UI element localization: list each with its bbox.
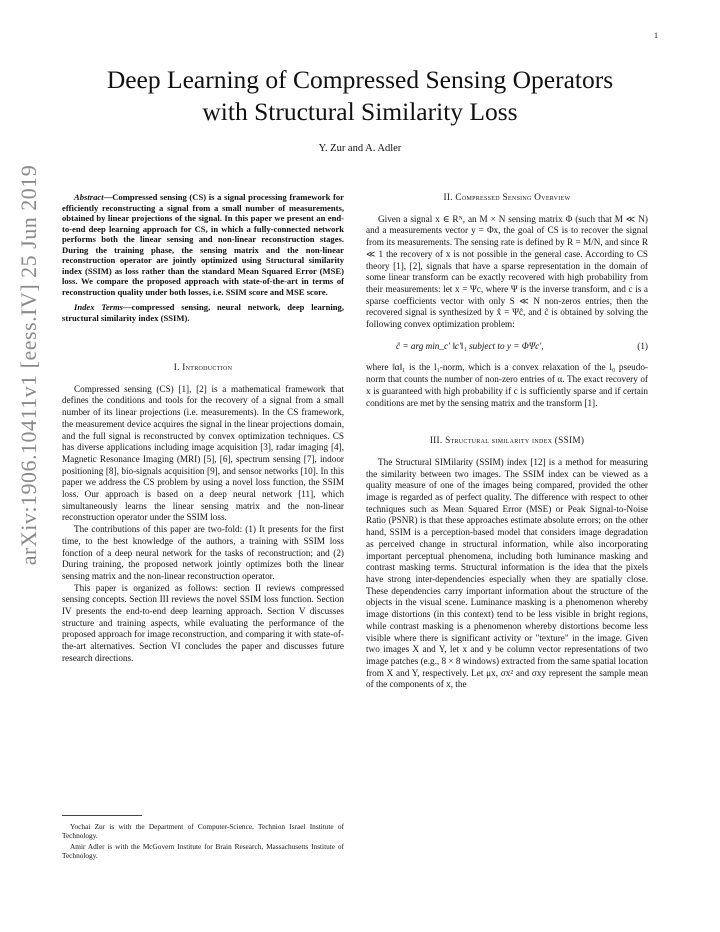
ssim-paragraph-1: The Structural SIMilarity (SSIM) index [12] is a method for measuring the similarity between two images. The SSIM index can be viewed as a quality measure of one of the images being compared, provided the other image is regarded as of perfect quality. The difference with respect to other techniques such as Mean Squared Error (MSE) or Peak Signal-to-Noise Ratio (PSNR) is that these approaches estimate absolute errors; on the other hand, SSIM is a perception-based model that considers image degradation as perceived change in structural information, while also incorporating important perceptual phenomena, including both luminance masking and contrast masking terms. Structural information is the idea that the pixels have strong inter-dependencies especially when they are spatially close. These dependencies carry important information about the structure of the objects in the visual scene. Luminance masking is a phenomenon whereby image distortions (in this context) tend to be less visible in bright regions, while contrast masking is a phenomenon whereby distortions become less visible where there is significant activity or "texture" in the image. Given two images X and Y, let x and y be column vector representations of two image patches (e.g., 8 × 8 windows) extracted from the same spatial location from X and Y, respectively. Let μx, σx² and σxy represent the sample mean of the components of x, the [366,456,648,690]
title-line-1: Deep Learning of Compressed Sensing Operators [106,65,614,94]
arxiv-id: arXiv:1906.10411v1 [eess.IV] 25 Jun 2019 [16,164,41,566]
abstract-text: —Compressed sensing (CS) is a signal processing framework for efficiently reconstructing a signal from a small number of measurements, obtained by linear projections of the signal. In this paper we present an end-to-end deep learning approach for CS, in which a fully-connected network performs both the linear sensing and non-linear reconstruction stages. During the training phase, the sensing matrix and the non-linear reconstruction operator are jointly optimized using Structural similarity index (SSIM) as loss rather than the standard Mean Squared Error (MSE) loss. We compare the proposed approach with state-of-the-art in terms of reconstruction quality under both losses, i.e. SSIM score and MSE score. [62,192,344,297]
intro-paragraph-1: Compressed sensing (CS) [1], [2] is a mathematical framework that defines the conditions and tools for the recovery of a signal from a small number of its linear projections (i.e. measurements). In the CS framework, the measurement device acquires the signal in the linear projections domain, and the full signal is reconstructed by convex optimization techniques. CS has diverse applications including image acquisition [3], radar imaging [4], Magnetic Resonance Imaging (MRI) [5], [6], spectrum sensing [7], indoor positioning [8], bio-signals acquisition [9], and sensor networks [10]. In this paper we address the CS problem by using a novel loss function, the SSIM loss. Our approach is based on a deep neural network [11], which simultaneously learns the linear sensing matrix and the non-linear reconstruction operator under the SSIM loss. [62,383,344,523]
abstract [62,192,344,323]
equation-number: (1) [637,340,648,351]
equation-1 [366,341,648,353]
abstract-lead: Abstract [74,192,104,202]
section-heading-ssim: III. Structural similarity index (SSIM) [429,435,585,446]
page-number: 1 [654,31,658,40]
equation-body: ĉ = arg min_c′ ‖c′‖₁ subject to y = ΦΨc′, [396,340,544,351]
index-terms-text: —compressed sensing, neural network, deep learning, structural similarity index (SSIM). [62,302,344,323]
footnotes [62,822,344,862]
authors: Y. Zur and A. Adler [318,143,402,154]
overview-paragraph-2: where ‖α‖₁ is the l₁-norm, which is a convex relaxation of the l₀ pseudo-norm that counts the number of non-zero entries of α. The exact recovery of x is guaranteed with high probability if c is sufficiently sparse and if certain conditions are met by the sensing matrix and the transform [1]. [366,362,648,408]
intro-paragraph-3: This paper is organized as follows: section II reviews compressed sensing concepts. Section III reviews the novel SSIM loss function. Section IV presents the end-to-end deep learning approach. Section V discusses structure and training aspects, while evaluating the performance of the proposed approach for image reconstruction, and comparing it with state-of-the-art alternatives. Section VI concludes the paper and discusses future research directions. [62,582,344,663]
title-line-2: with Structural Similarity Loss [202,97,518,126]
intro-paragraph-2: The contributions of this paper are two-fold: (1) It presents for the first time, to the best knowledge of the authors, a training with SSIM loss fonction of a deep neural network for the tasks of reconstruction; and (2) During training, the proposed network jointly optimizes both the linear sensing matrix and the non-linear reconstruction operator. [62,524,344,581]
section-heading-overview: II. Compressed Sensing Overview [443,192,571,202]
section-heading-intro: I. Introduction [173,362,233,372]
left-column [62,192,344,665]
footnote-zur: Yochai Zur is with the Department of Computer-Science, Technion Israel Institute of Technology. [62,822,344,840]
paper-title [60,64,660,128]
footnote-rule [62,815,142,816]
overview-paragraph-1: Given a signal x ∈ Rᴺ, an M × N sensing matrix Φ (such that M ≪ N) and a measurements vector y = Φx, the goal of CS is to recover the signal from its measurements. The sensing rate is defined by R = M/N, and since R ≪ 1 the recovery of x is not possible in the general case. According to CS theory [1], [2], signals that have a sparse representation in the domain of some linear transform can be exactly recovered with high probability from their measurements: let x = Ψc, where Ψ is the inverse transform, and c is a sparse coefficients vector with only S ≪ N non-zeros entries, then the recovered signal is synthesized by x̂ = Ψĉ, and ĉ is obtained by solving the following convex optimization problem: [366,213,648,330]
index-terms-lead: Index Terms [74,302,124,312]
right-column [366,192,648,691]
arxiv-stamp [14,55,44,675]
footnote-adler: Amir Adler is with the McGovern Institute for Brain Research, Massachusetts Institute of Technology. [62,842,344,860]
